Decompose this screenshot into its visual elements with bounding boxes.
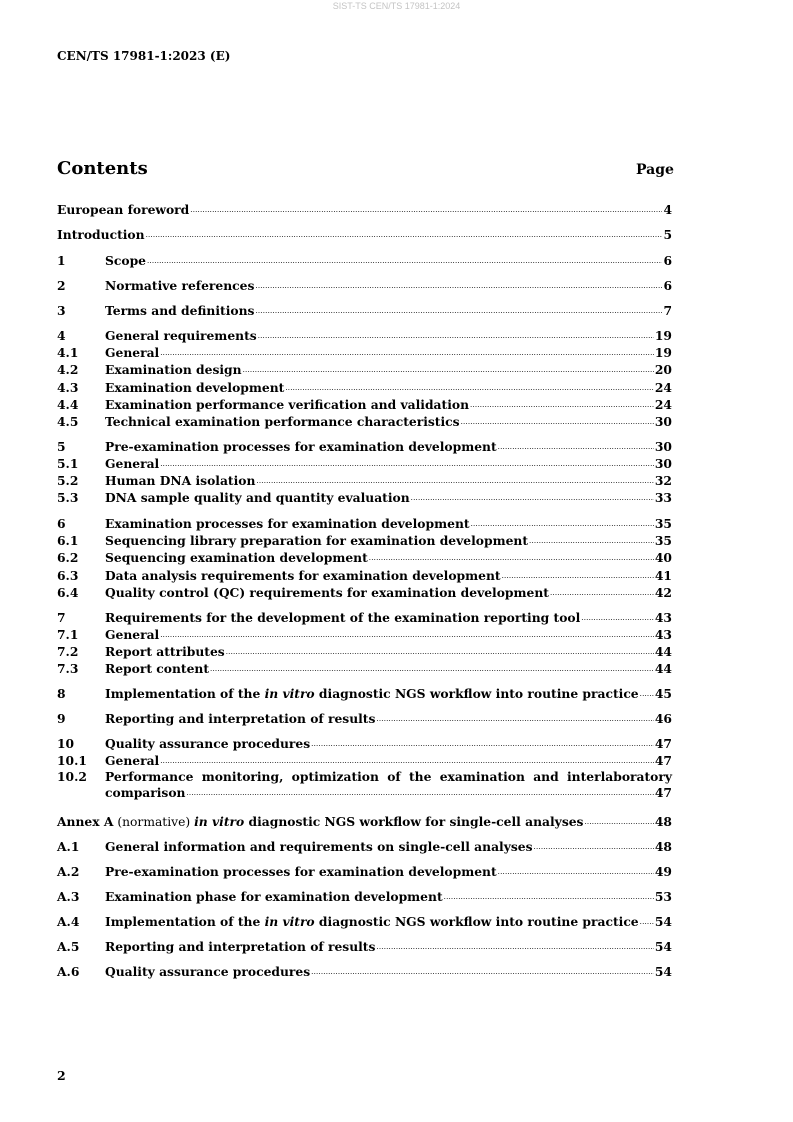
toc-entry-number: 5.2 (57, 473, 79, 488)
toc-entry-title: Sequencing library preparation for examination development (105, 533, 529, 548)
toc-entry-number: 6.1 (57, 533, 79, 548)
dot-leader (210, 663, 654, 676)
toc-entry-title: Examination development (105, 380, 285, 395)
toc-entry-a-3[interactable] (57, 889, 672, 904)
toc-entry-annex-a[interactable] (57, 814, 672, 829)
toc-entry-number: 10.2 (57, 769, 87, 784)
toc-entry-page: 19 (654, 328, 672, 343)
contents-title: Contents (57, 158, 148, 179)
dot-leader (285, 382, 654, 395)
toc-entry-number: A.1 (57, 839, 80, 854)
toc-entry-6-3[interactable] (57, 568, 672, 583)
toc-entry-title: General (105, 627, 160, 642)
toc-entry-7-2[interactable] (57, 644, 672, 659)
dot-leader (498, 441, 654, 454)
toc-entry-number: 9 (57, 711, 66, 726)
toc-entry-number: A.4 (57, 914, 80, 929)
toc-entry-page: 43 (654, 610, 672, 625)
toc-entry-page: 54 (654, 914, 672, 929)
toc-entry-number: 4.1 (57, 345, 79, 360)
toc-entry-page: 44 (654, 661, 672, 676)
toc-entry-number: 5.1 (57, 456, 79, 471)
toc-entry-page: 53 (654, 889, 672, 904)
toc-entry-page: 19 (654, 345, 672, 360)
toc-entry-number: 8 (57, 686, 66, 701)
toc-entry-title: Pre-examination processes for examination development (105, 439, 497, 454)
toc-entry-number: 3 (57, 303, 66, 318)
dot-leader (444, 891, 654, 904)
page-number: 2 (57, 1068, 66, 1083)
toc-entry-8[interactable] (57, 686, 672, 701)
toc-entry-4-5[interactable] (57, 414, 672, 429)
toc-entry-title: Examination processes for examination development (105, 516, 470, 531)
toc-entry-4[interactable] (57, 328, 672, 343)
dot-leader (470, 399, 654, 412)
toc-entry-number: 5.3 (57, 490, 79, 505)
toc-entry-title: Examination performance verification and validation (105, 397, 470, 412)
toc-entry-title: Performance monitoring, optimization of the examination and interlaboratory (105, 769, 672, 784)
toc-entry-7-1[interactable] (57, 627, 672, 642)
toc-entry-page: 32 (654, 473, 672, 488)
toc-entry-page: 47 (654, 736, 672, 751)
toc-entry-title: Technical examination performance characteristics (105, 414, 460, 429)
dot-leader (147, 255, 662, 268)
toc-entry-page: 41 (654, 568, 672, 583)
toc-entry-page: 46 (654, 711, 672, 726)
toc-entry-title: Implementation of the in vitro diagnostic NGS workflow into routine practice (105, 686, 639, 701)
toc-entry-7-3[interactable] (57, 661, 672, 676)
dot-leader (146, 229, 663, 242)
toc-entry-10-1[interactable] (57, 753, 672, 768)
toc-entry-title: Human DNA isolation (105, 473, 256, 488)
dot-leader (411, 492, 654, 505)
toc-entry-number: 7 (57, 610, 66, 625)
dot-leader (534, 841, 654, 854)
toc-entry-a-4[interactable] (57, 914, 672, 929)
dot-leader (256, 475, 653, 488)
toc-entry-number: 10 (57, 736, 75, 751)
toc-entry-title: Data analysis requirements for examination development (105, 568, 501, 583)
toc-entry-title: General (105, 456, 160, 471)
dot-leader (243, 364, 654, 377)
toc-entry-3[interactable] (57, 303, 672, 318)
dot-leader (311, 738, 654, 751)
toc-entry-title-cont: comparison (105, 784, 186, 800)
toc-entry-5-1[interactable] (57, 456, 672, 471)
toc-entry-number: 7.3 (57, 661, 79, 676)
dot-leader (258, 330, 654, 343)
toc-entry-page: 33 (654, 490, 672, 505)
toc-entry-number: 5 (57, 439, 66, 454)
toc-entry-number: 7.1 (57, 627, 79, 642)
toc-entry-page: 24 (654, 397, 672, 412)
toc-entry-number: 6 (57, 516, 66, 531)
document-id: CEN/TS 17981-1:2023 (E) (57, 49, 231, 63)
toc-entry-title: Quality assurance procedures (105, 736, 311, 751)
toc-entry-page: 7 (663, 303, 672, 318)
toc-entry-title: Sequencing examination development (105, 550, 368, 565)
toc-entry-title: General requirements (105, 328, 257, 343)
dot-leader (461, 416, 654, 429)
toc-entry-number: 7.2 (57, 644, 79, 659)
dot-leader (369, 552, 654, 565)
toc-entry-1[interactable] (57, 253, 672, 268)
toc-entry-page: 40 (654, 550, 672, 565)
toc-entry-page: 54 (654, 964, 672, 979)
toc-entry-number: 6.2 (57, 550, 79, 565)
dot-leader (160, 629, 654, 642)
toc-entry-title: Annex A (normative) in vitro diagnostic NGS workflow for single-cell analyses (57, 814, 584, 829)
toc-entry-title: European foreword (57, 202, 190, 217)
toc-entry-number: A.3 (57, 889, 80, 904)
toc-entry-page: 30 (654, 414, 672, 429)
toc-entry-a-1[interactable] (57, 839, 672, 854)
toc-entry-page: 4 (663, 202, 672, 217)
toc-entry-title: Requirements for the development of the examination reporting tool (105, 610, 581, 625)
toc-entry-page: 30 (654, 456, 672, 471)
dot-leader (311, 966, 654, 979)
dot-leader (255, 305, 662, 318)
toc-entry-number: A.6 (57, 964, 80, 979)
toc-entry-title: Report content (105, 661, 210, 676)
toc-entry-9[interactable] (57, 711, 672, 726)
toc-entry-page: 20 (654, 362, 672, 377)
toc-entry-title: Pre-examination processes for examination development (105, 864, 497, 879)
toc-entry-number: 4.5 (57, 414, 79, 429)
dot-leader (226, 646, 654, 659)
toc-entry-title: Implementation of the in vitro diagnostic NGS workflow into routine practice (105, 914, 639, 929)
dot-leader (502, 570, 654, 583)
dot-leader (529, 535, 654, 548)
toc-entry-number: 2 (57, 278, 66, 293)
toc-entry-6-2[interactable] (57, 550, 672, 565)
watermark: SIST-TS CEN/TS 17981-1:2024 (332, 1, 461, 11)
dot-leader (471, 518, 654, 531)
toc-entry-title: Normative references (105, 278, 255, 293)
toc-entry-title: General (105, 345, 160, 360)
toc-entry-title: Examination phase for examination development (105, 889, 443, 904)
toc-entry-number: 10.1 (57, 753, 87, 768)
toc-entry-page: 6 (663, 278, 672, 293)
dot-leader (160, 458, 654, 471)
toc-entry-a-5[interactable] (57, 939, 672, 954)
toc-entry-5[interactable] (57, 439, 672, 454)
toc-entry-number: A.5 (57, 939, 80, 954)
toc-entry-page: 6 (663, 253, 672, 268)
toc-entry-page: 54 (654, 939, 672, 954)
toc-entry-title: Quality assurance procedures (105, 964, 311, 979)
toc-entry-10-2[interactable] (57, 769, 672, 800)
dot-leader (190, 204, 662, 217)
dot-leader (255, 280, 662, 293)
dot-leader (160, 347, 654, 360)
toc-entry-number: 4.3 (57, 380, 79, 395)
toc-entry-5-2[interactable] (57, 473, 672, 488)
toc-entry-title: Report attributes (105, 644, 225, 659)
toc-entry-page: 30 (654, 439, 672, 454)
toc-entry-6-1[interactable] (57, 533, 672, 548)
toc-entry-page: 49 (654, 864, 672, 879)
toc-entry-4-3[interactable] (57, 380, 672, 395)
toc-entry-number: 4.4 (57, 397, 79, 412)
dot-leader (376, 713, 653, 726)
toc-entry-title: General information and requirements on single-cell analyses (105, 839, 533, 854)
toc-entry-5-3[interactable] (57, 490, 672, 505)
toc-entry-title: General (105, 753, 160, 768)
dot-leader (160, 755, 654, 768)
toc-entry-4-2[interactable] (57, 362, 672, 377)
toc-entry-page: 35 (654, 516, 672, 531)
dot-leader (186, 787, 653, 800)
toc-entry-10[interactable] (57, 736, 672, 751)
toc-entry-title: Scope (105, 253, 146, 268)
toc-entry-page: 24 (654, 380, 672, 395)
toc-entry-title: Reporting and interpretation of results (105, 939, 376, 954)
toc-entry-number: 4 (57, 328, 66, 343)
toc-entry-title: Examination design (105, 362, 242, 377)
toc-entry-title: DNA sample quality and quantity evaluation (105, 490, 410, 505)
toc-entry-page: 43 (654, 627, 672, 642)
toc-entry-6-4[interactable] (57, 585, 672, 600)
toc-entry-a-6[interactable] (57, 964, 672, 979)
toc-entry-introduction[interactable] (57, 227, 672, 242)
dot-leader (640, 688, 654, 701)
toc-entry-page: 35 (654, 533, 672, 548)
toc-entry-4-1[interactable] (57, 345, 672, 360)
toc-entry-page: 47 (654, 753, 672, 768)
dot-leader (584, 816, 653, 829)
toc-entry-page: 47 (654, 784, 672, 800)
dot-leader (581, 612, 654, 625)
toc-entry-title: Introduction (57, 227, 145, 242)
toc-entry-page: 44 (654, 644, 672, 659)
toc-entry-title: Reporting and interpretation of results (105, 711, 376, 726)
toc-entry-number: A.2 (57, 864, 80, 879)
toc-entry-page: 42 (654, 585, 672, 600)
dot-leader (640, 916, 654, 929)
page-column-label: Page (636, 162, 674, 178)
toc-entry-a-2[interactable] (57, 864, 672, 879)
toc-entry-number: 6.3 (57, 568, 79, 583)
toc-entry-title: Quality control (QC) requirements for examination development (105, 585, 549, 600)
dot-leader (550, 587, 654, 600)
toc-entry-6[interactable] (57, 516, 672, 531)
toc-entry-european-foreword[interactable] (57, 202, 672, 217)
toc-entry-2[interactable] (57, 278, 672, 293)
toc-entry-number: 4.2 (57, 362, 79, 377)
toc-entry-number: 1 (57, 253, 66, 268)
toc-entry-page: 48 (654, 839, 672, 854)
dot-leader (376, 941, 653, 954)
toc-entry-title: Terms and definitions (105, 303, 255, 318)
dot-leader (498, 866, 654, 879)
toc-entry-7[interactable] (57, 610, 672, 625)
toc-entry-page: 48 (654, 814, 672, 829)
toc-entry-page: 45 (654, 686, 672, 701)
toc-entry-number: 6.4 (57, 585, 79, 600)
toc-entry-4-4[interactable] (57, 397, 672, 412)
toc-entry-page: 5 (663, 227, 672, 242)
